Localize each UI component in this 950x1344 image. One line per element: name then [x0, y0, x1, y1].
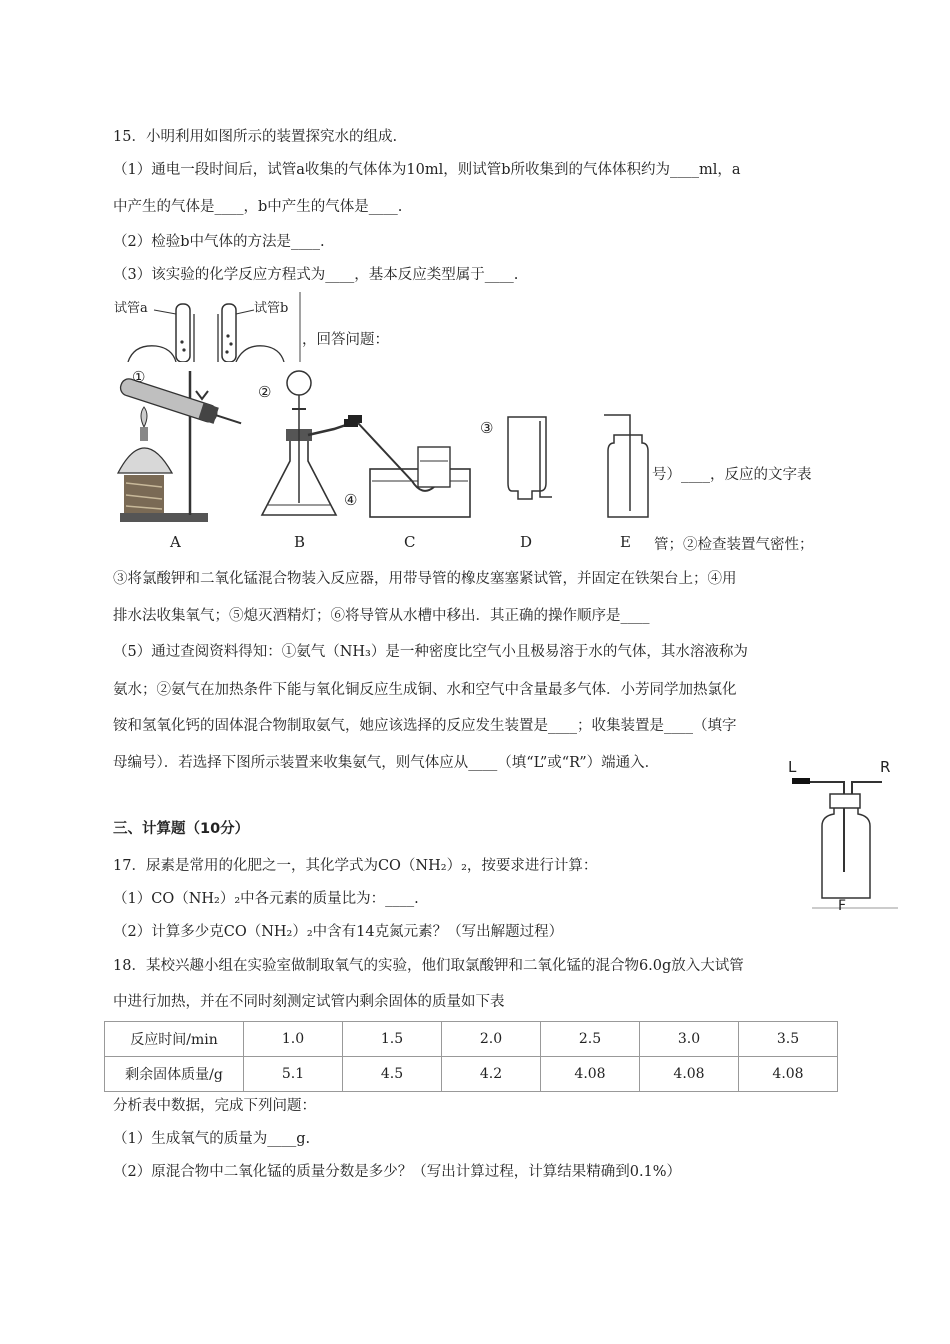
electrolysis-figure [114, 292, 304, 362]
q18-part2: （2）原混合物中二氧化锰的质量分数是多少？（写出计算过程，计算结果精确到0.1%） [113, 1164, 682, 1180]
q15-part2: （2）检验b中气体的方法是____. [113, 234, 325, 250]
table-cell: 3.5 [739, 1022, 838, 1057]
q16-step-line2: ③将氯酸钾和二氧化锰混合物装入反应器，用带导管的橡皮塞塞紧试管，并固定在铁架台上；④用 [113, 571, 737, 587]
bottle-name-label: F [838, 898, 847, 912]
q16-part5-line2: 氨水；②氨气在加热条件下能与氧化铜反应生成铜、水和空气中含量最多气体．小芳同学加热氯化 [113, 682, 737, 698]
label-D: D [520, 533, 533, 551]
table-cell: 4.2 [442, 1057, 541, 1092]
table-row-label: 反应时间/min [105, 1022, 244, 1057]
q16-part5-line4: 母编号）．若选择下图所示装置来收集氨气，则气体应从____（填“L”或“R”）端通入． [113, 755, 660, 771]
table-cell: 5.1 [244, 1057, 343, 1092]
number-2: ② [258, 383, 272, 401]
table-row-label: 剩余固体质量/g [105, 1057, 244, 1092]
label-A: A [170, 533, 181, 551]
q16-step-line1-tail: 管；②检查装置气密性； [654, 537, 814, 553]
reaction-data-table [104, 1021, 838, 1092]
q16-answer-fragment: ，回答问题： [302, 332, 389, 348]
table-cell: 1.0 [244, 1022, 343, 1057]
tube-b-label: 试管b [254, 301, 289, 316]
table-row [105, 1057, 838, 1092]
table-row [105, 1022, 838, 1057]
number-3: ③ [480, 419, 494, 437]
label-B: B [294, 533, 306, 551]
q16-text-fragment: 号）____，反应的文字表 [652, 467, 812, 483]
q15-title: 15．小明利用如图所示的装置探究水的组成. [113, 129, 398, 145]
apparatus-figure [112, 363, 654, 551]
q18-title-line1: 18．某校兴趣小组在实验室做制取氧气的实验，他们取氯酸钾和二氧化锰的混合物6.0g放入大试管 [113, 958, 744, 974]
table-cell: 3.0 [640, 1022, 739, 1057]
q16-part5-line1: （5）通过查阅资料得知：①氨气（NH₃）是一种密度比空气小且极易溶于水的气体，其水溶液称为 [113, 644, 748, 660]
table-cell: 2.0 [442, 1022, 541, 1057]
q17-title: 17．尿素是常用的化肥之一，其化学式为CO（NH₂）₂，按要求进行计算： [113, 858, 598, 874]
bottle-right-label: R [880, 758, 891, 776]
q17-part2: （2）计算多少克CO（NH₂）₂中含有14克氮元素？（写出解题过程） [113, 924, 564, 940]
table-cell: 4.08 [739, 1057, 838, 1092]
q15-part3: （3）该实验的化学反应方程式为____，基本反应类型属于____. [113, 267, 519, 283]
label-C: C [404, 533, 416, 551]
q18-part1: （1）生成氧气的质量为____g. [113, 1131, 311, 1147]
table-cell: 2.5 [541, 1022, 640, 1057]
q15-part1-line1: （1）通电一段时间后，试管a收集的气体体为10ml，则试管b所收集到的气体体积约为____ml，a [113, 162, 741, 178]
q18-analysis: 分析表中数据，完成下列问题： [113, 1098, 316, 1114]
q16-step-line3: 排水法收集氧气；⑤熄灭酒精灯；⑥将导管从水槽中移出．其正确的操作顺序是____ [113, 608, 650, 624]
table-cell: 4.08 [541, 1057, 640, 1092]
table-cell: 4.08 [640, 1057, 739, 1092]
number-4: ④ [344, 491, 358, 509]
q16-part5-line3: 铵和氢氧化钙的固体混合物制取氨气，她应该选择的反应发生装置是____；收集装置是____（填字 [113, 718, 737, 734]
number-1: ① [132, 368, 146, 386]
q17-part1: （1）CO（NH₂）₂中各元素的质量比为：____. [113, 891, 419, 907]
table-cell: 4.5 [343, 1057, 442, 1092]
gas-bottle-figure [782, 752, 902, 912]
q18-title-line2: 中进行加热，并在不同时刻测定试管内剩余固体的质量如下表 [113, 994, 505, 1010]
bottle-left-label: L [788, 758, 797, 776]
table-cell: 1.5 [343, 1022, 442, 1057]
label-E: E [620, 533, 631, 551]
section3-heading: 三、计算题（10分） [113, 821, 250, 837]
q15-part1-line2: 中产生的气体是____，b中产生的气体是____. [113, 199, 403, 215]
tube-a-label: 试管a [114, 301, 148, 316]
